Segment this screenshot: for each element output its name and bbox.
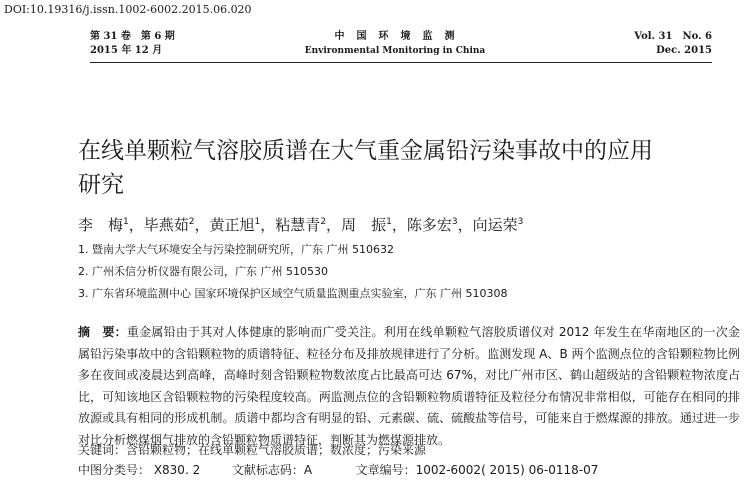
- header-journal-cn: 中 国 环 境 监 测: [334, 31, 456, 42]
- header-volume-issue: 第 31 卷 第 6 期: [90, 31, 175, 42]
- author-name: 李 梅: [78, 216, 124, 234]
- affiliation-item: 2. 广州禾信分析仪器有限公司，广东 广州 510530: [78, 265, 328, 278]
- header-volume-block: [90, 30, 175, 58]
- author-affil-mark: 1: [123, 217, 129, 227]
- document-code: 文献标志码：A: [231, 463, 313, 477]
- header-journal-en: Environmental Monitoring in China: [304, 46, 486, 56]
- author-name: 毕燕茹: [143, 216, 189, 234]
- author-list: 李 梅$^1$，毕燕茹$^2$，黄正旭$^1$，粘慧青$^2$，周 振$^1$，陈多宏$^3$，向运荣$^3$: [78, 216, 524, 234]
- keywords: [78, 441, 426, 458]
- affiliation-item: 1. 暨南大学大气环境安全与污染控制研究所，广东 广州 510632: [78, 243, 394, 256]
- header-date-en: Dec. 2015: [656, 45, 712, 56]
- author-name: 周 振: [341, 216, 387, 234]
- clc-number: 中图分类号： X830. 2: [78, 463, 201, 477]
- header-date-cn: 2015 年 12 月: [90, 45, 163, 56]
- author-affil-mark: 2: [188, 217, 195, 227]
- author-affil-mark: 1: [254, 217, 261, 227]
- author-name: 粘慧青: [275, 216, 321, 234]
- abstract-label: 摘 要：: [78, 325, 127, 339]
- classification-line: [78, 461, 598, 478]
- header-volume-en: Vol. 31 No. 6: [634, 31, 712, 42]
- title-line-2: 研究: [78, 172, 124, 198]
- keywords-text: 含铅颗粒物；在线单颗粒气溶胶质谱；数浓度；污染来源: [126, 443, 427, 457]
- header-rule: [90, 62, 712, 63]
- author-name: 黄正旭: [209, 216, 255, 234]
- affiliation-list: [78, 239, 507, 305]
- affiliation-item: 3. 广东省环境监测中心 国家环境保护区域空气质量监测重点实验室，广东 广州 510308: [78, 287, 508, 300]
- author-affil-mark: 3: [517, 217, 524, 227]
- author-name: 陈多宏: [406, 216, 452, 234]
- author-affil-mark: 3: [451, 217, 458, 227]
- keywords-label: 关键词：: [78, 443, 127, 457]
- abstract-text: 重金属铅由于其对人体健康的影响而广受关注。利用在线单颗粒气溶胶质谱仪对 2012 年发生在华南地区的一次金属铅污染事故中的含铅颗粒物的质谱特征、粒径分布及排放规律进行了分析。监测发现 A、B 两个监测点位的含铅颗粒物比例多在夜间或凌晨达到高峰，高峰时刻含铅颗粒物数浓度占比最高可达 67%，对比广州市区、鹤山超级站的含铅颗粒物浓度占比，可知该地区含铅颗粒物的污染程度较高。两监测点位的含铅颗粒物质谱特征及粒径分布情况非常相似，可能存在相同的排放源或具有相同的形成机制。质谱中都均含有明显的铅、元素碳、硫、硫酸盐等信号，可能来自于燃煤源的排放。通过进一步对比分析燃煤烟气排放的含铅颗粒物质谱特征，判断其为燃煤源排放。: [78, 325, 740, 447]
- article-number: 文章编号：1002-6002( 2015) 06-0118-07: [355, 463, 599, 477]
- header-journal-block: [280, 30, 510, 58]
- abstract: [78, 322, 740, 451]
- author-affil-mark: 2: [320, 217, 327, 227]
- article-title: [78, 134, 738, 202]
- author-affil-mark: 1: [386, 217, 392, 227]
- author-name: 向运荣: [472, 216, 518, 234]
- header-volume-en-block: [634, 30, 712, 58]
- doi-line: DOI:10.19316/j.issn.1002-6002.2015.06.020: [4, 3, 252, 16]
- title-line-1: 在线单颗粒气溶胶质谱在大气重金属铅污染事故中的应用: [78, 138, 653, 164]
